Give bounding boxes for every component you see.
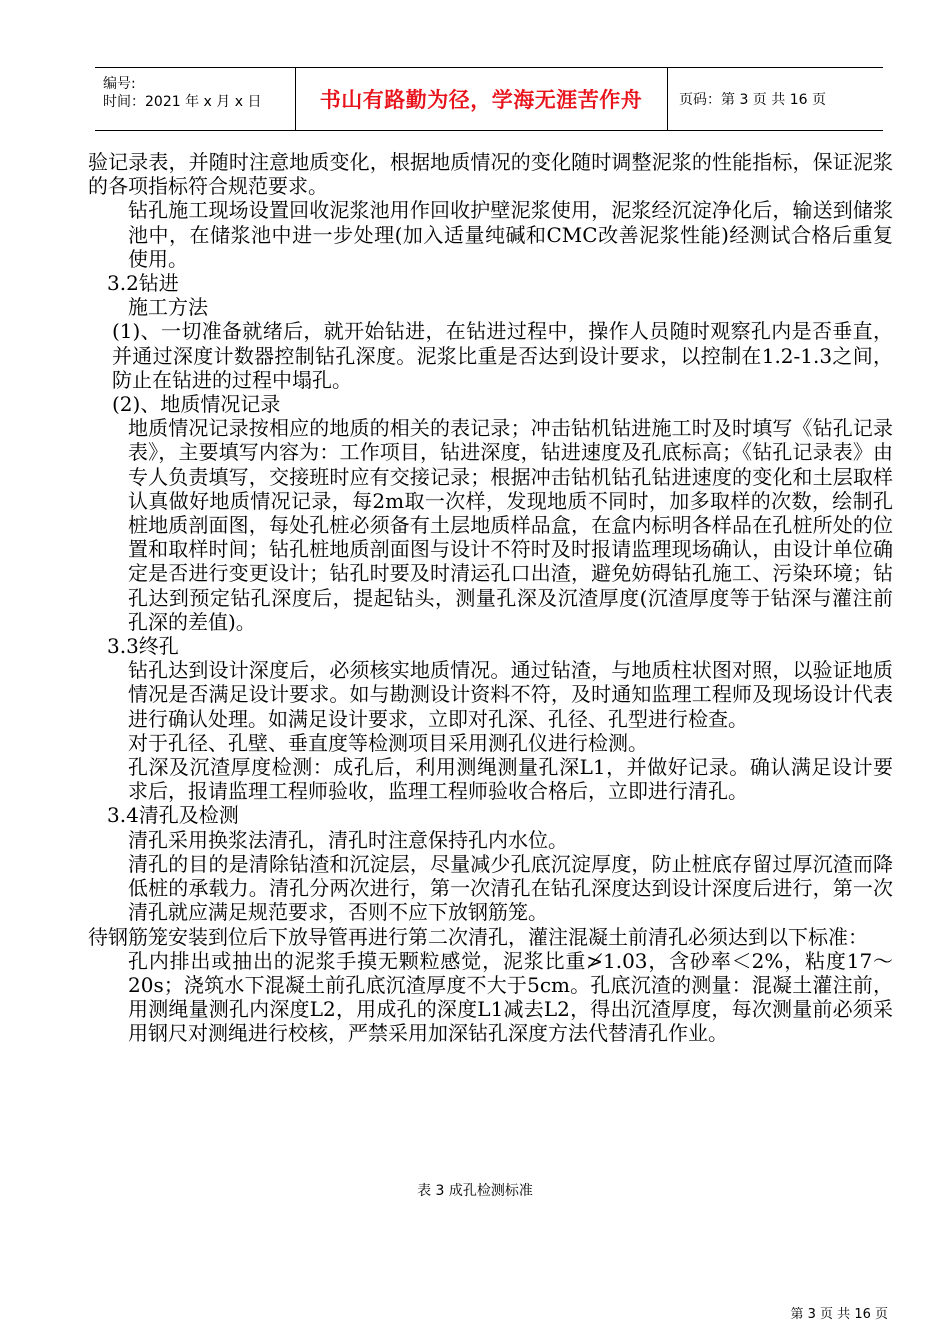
document-body — [88, 150, 893, 1046]
subheading: (2)、地质情况记录 — [112, 392, 281, 417]
paragraph: 清孔采用换浆法清孔，清孔时注意保持孔内水位。 — [128, 827, 568, 852]
header-motto: 书山有路勤为径，学海无涯苦作舟 — [319, 88, 643, 112]
doc-time-label: 时间：2021 年 x 月 x 日 — [103, 94, 262, 110]
paragraph: 清孔的目的是清除钻渣和沉淀层，尽量减少孔底沉淀厚度，防止桩底存留过厚沉渣而降低桩的承载力。清孔分两次进行，第一次清孔在钻孔深度达到设计深度后进行，第一次清孔就应满足规范要求，否则不应下放钢筋笼。 — [128, 851, 893, 925]
paragraph: 验记录表，并随时注意地质变化，根据地质情况的变化随时调整泥浆的性能指标，保证泥浆的各项指标符合规范要求。 — [88, 150, 893, 199]
subheading: 施工方法 — [128, 295, 208, 320]
paragraph: 待钢筋笼安装到位后下放导管再进行第二次清孔，灌注混凝土前清孔必须达到以下标准： — [88, 924, 868, 949]
paragraph: 钻孔达到设计深度后，必须核实地质情况。通过钻渣，与地质柱状图对照，以验证地质情况是否满足设计要求。如与勘测设计资料不符，及时通知监理工程师及现场设计代表进行确认处理。如满足设计要求，立即对孔深、孔径、孔型进行检查。 — [128, 658, 893, 731]
paragraph: (1)、一切准备就绪后，就开始钻进，在钻进过程中，操作人员随时观察孔内是否垂直，并通过深度计数器控制钻孔深度。泥浆比重是否达到设计要求，以控制在1.2-1.3之间，防止在钻进的过程中塌孔。 — [112, 319, 893, 392]
page-footer: 第 3 页 共 16 页 — [790, 1307, 888, 1322]
header-left-cell — [95, 68, 296, 130]
paragraph: 孔深及沉渣厚度检测：成孔后，利用测绳测量孔深L1，并做好记录。确认满足设计要求后，报请监理工程师验收，监理工程师验收合格后，立即进行清孔。 — [128, 755, 893, 804]
header-motto-cell — [295, 68, 668, 130]
header-page-label: 页码：第 3 页 共 16 页 — [679, 92, 826, 108]
paragraph: 对于孔径、孔壁、垂直度等检测项目采用测孔仪进行检测。 — [128, 730, 648, 755]
table-caption: 表 3 成孔检测标准 — [417, 1183, 533, 1199]
section-heading: 3.4清孔及检测 — [107, 803, 239, 828]
paragraph: 地质情况记录按相应的地质的相关的表记录；冲击钻机钻进施工时及时填写《钻孔记录表》，主要填写内容为：工作项目，钻进深度，钻进速度及孔底标高；《钻孔记录表》由专人负责填写，交接班时应有交接记录；根据冲击钻机钻孔钻进速度的变化和土层取样认真做好地质情况记录，每2m取一次样，发现地质不同时，加多取样的次数，绘制孔桩地质剖面图，每处孔桩必须备有土层地质样品盒，在盒内标明各样品在孔桩所处的位置和取样时间；钻孔桩地质剖面图与设计不符时及时报请监理现场确认，由设计单位确定是否进行变更设计；钻孔时要及时清运孔口出渣，避免妨碍钻孔施工、污染环境；钻孔达到预定钻孔深度后，提起钻头，测量孔深及沉渣厚度(沉渣厚度等于钻深与灌注前孔深的差值)。 — [128, 416, 893, 634]
section-heading: 3.3终孔 — [107, 634, 179, 659]
section-heading: 3.2钻进 — [107, 271, 179, 296]
header-page-cell — [667, 68, 883, 130]
paragraph: 孔内排出或抽出的泥浆手摸无颗粒感觉，泥浆比重≯1.03，含砂率＜2%，粘度17～20s；浇筑水下混凝土前孔底沉渣厚度不大于5cm。孔底沉渣的测量：混凝土灌注前，用测绳量测孔内深度L2，用成孔的深度L1减去L2，得出沉渣厚度，每次测量前必须采用钢尺对测绳进行校核，严禁采用加深钻孔深度方法代替清孔作业。 — [128, 948, 893, 1046]
paragraph: 钻孔施工现场设置回收泥浆池用作回收护壁泥浆使用，泥浆经沉淀净化后，输送到储浆池中，在储浆池中进一步处理(加入适量纯碱和CMC改善泥浆性能)经测试合格后重复使用。 — [128, 198, 893, 271]
header-table — [95, 67, 883, 131]
doc-number-label: 编号: — [103, 76, 136, 92]
